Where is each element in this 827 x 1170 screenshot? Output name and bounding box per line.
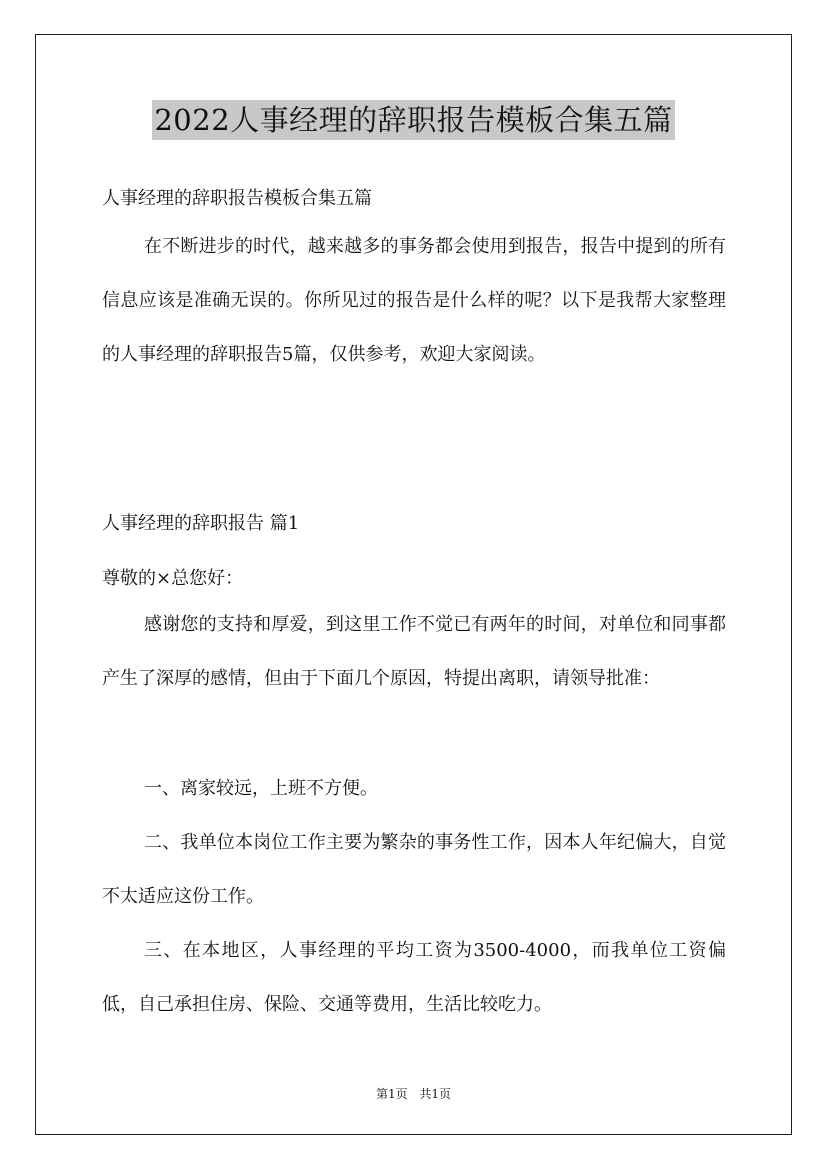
body-paragraph: 三、在本地区，人事经理的平均工资为3500-4000，而我单位工资偏低，自己承担住房、保险、交通等费用，生活比较吃力。 bbox=[102, 940, 726, 1015]
title-container bbox=[0, 100, 827, 140]
body-paragraph: 感谢您的支持和厚爱，到这里工作不觉已有两年的时间，对单位和同事都产生了深厚的感情，但由于下面几个原因，特提出离职，请领导批准： bbox=[102, 614, 726, 689]
document-subtitle: 人事经理的辞职报告模板合集五篇 bbox=[102, 188, 372, 209]
page-footer bbox=[0, 1085, 827, 1102]
body-paragraph: 一、离家较远，上班不方便。 bbox=[144, 778, 378, 799]
page-number: 第1页 bbox=[375, 1087, 408, 1101]
section-heading: 人事经理的辞职报告 篇1 bbox=[102, 513, 300, 534]
intro-paragraph: 在不断进步的时代，越来越多的事务都会使用到报告，报告中提到的所有信息应该是准确无误的。你所见过的报告是什么样的呢？以下是我帮大家整理的人事经理的辞职报告5篇，仅供参考，欢迎大家阅读。 bbox=[102, 236, 726, 365]
document-title: 2022人事经理的辞职报告模板合集五篇 bbox=[152, 100, 674, 140]
page-total: 共1页 bbox=[419, 1087, 452, 1101]
salutation: 尊敬的×总您好： bbox=[102, 568, 244, 589]
body-paragraph: 二、我单位本岗位工作主要为繁杂的事务性工作，因本人年纪偏大，自觉不太适应这份工作。 bbox=[102, 832, 726, 907]
